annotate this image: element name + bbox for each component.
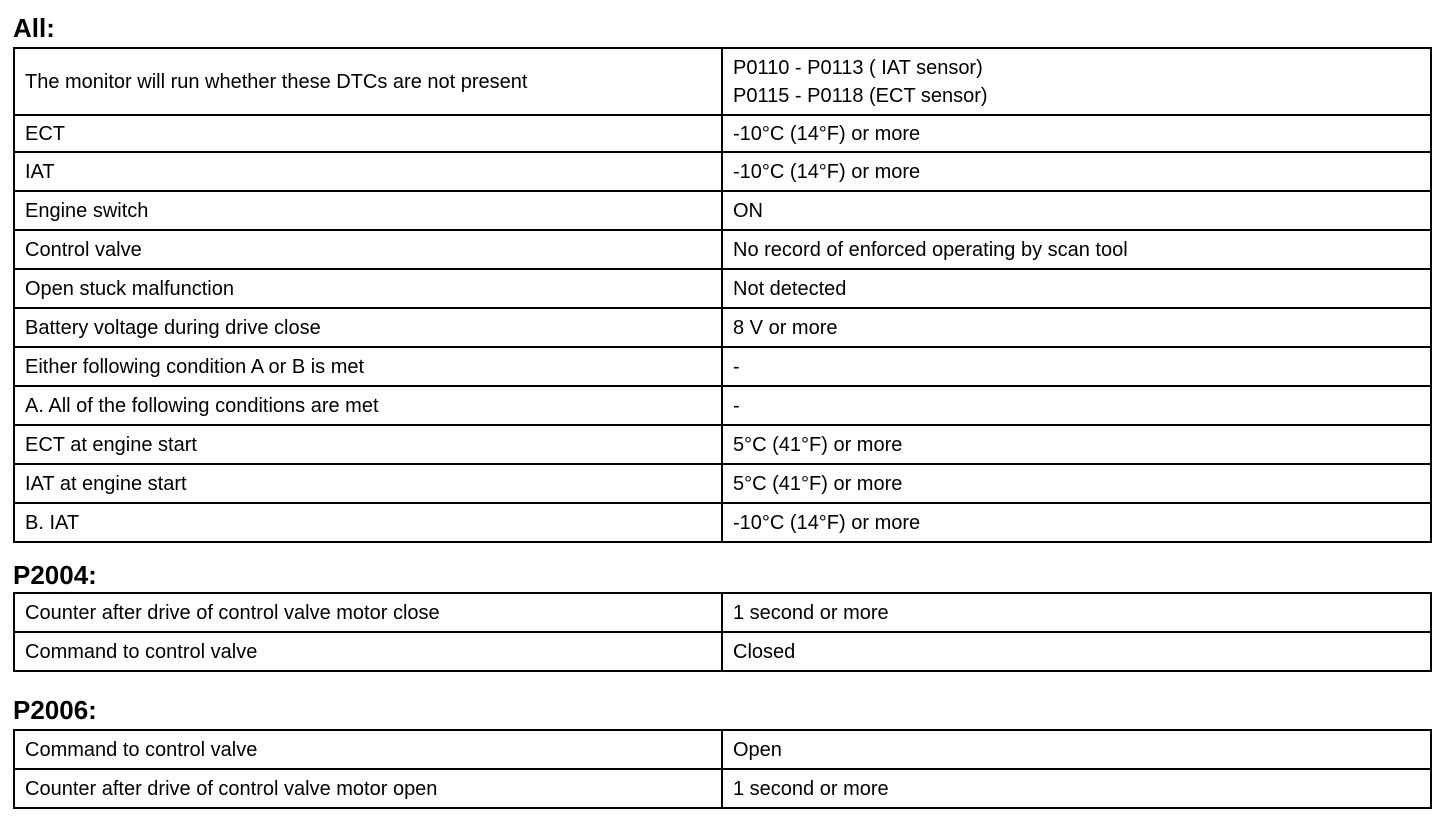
condition-item: IAT [14, 152, 722, 191]
condition-value: - [722, 347, 1431, 386]
conditions-table-all [13, 47, 1432, 543]
condition-item: Control valve [14, 230, 722, 269]
table-row [14, 503, 1431, 542]
condition-value: 5°C (41°F) or more [722, 464, 1431, 503]
section-title-all: All: [13, 13, 55, 43]
condition-item: Battery voltage during drive close [14, 308, 722, 347]
table-row [14, 425, 1431, 464]
table-row [14, 308, 1431, 347]
condition-value: 8 V or more [722, 308, 1431, 347]
condition-item: ECT at engine start [14, 425, 722, 464]
condition-item: Counter after drive of control valve motor open [14, 769, 722, 808]
table-row [14, 769, 1431, 808]
condition-value: Closed [722, 632, 1431, 671]
condition-item: The monitor will run whether these DTCs are not present [14, 48, 722, 115]
section-title-p2006: P2006: [13, 695, 97, 725]
condition-item: B. IAT [14, 503, 722, 542]
condition-item: Command to control valve [14, 730, 722, 769]
condition-value: -10°C (14°F) or more [722, 503, 1431, 542]
condition-value [722, 48, 1431, 115]
dtc-range-ect: P0115 - P0118 (ECT sensor) [733, 84, 988, 107]
section-title-p2004: P2004: [13, 560, 97, 590]
condition-value: 1 second or more [722, 593, 1431, 632]
condition-item: Command to control valve [14, 632, 722, 671]
table-row [14, 464, 1431, 503]
table-row [14, 48, 1431, 115]
condition-value: 5°C (41°F) or more [722, 425, 1431, 464]
dtc-range-iat: P0110 - P0113 ( IAT sensor) [733, 56, 983, 79]
condition-item: IAT at engine start [14, 464, 722, 503]
table-row [14, 632, 1431, 671]
table-row [14, 730, 1431, 769]
condition-value: No record of enforced operating by scan tool [722, 230, 1431, 269]
condition-value: Open [722, 730, 1431, 769]
condition-item: Counter after drive of control valve motor close [14, 593, 722, 632]
table-row [14, 347, 1431, 386]
condition-value: ON [722, 191, 1431, 230]
table-row [14, 191, 1431, 230]
condition-value: -10°C (14°F) or more [722, 115, 1431, 152]
condition-item: Engine switch [14, 191, 722, 230]
condition-item: A. All of the following conditions are met [14, 386, 722, 425]
condition-value: Not detected [722, 269, 1431, 308]
condition-value: -10°C (14°F) or more [722, 152, 1431, 191]
table-row [14, 152, 1431, 191]
condition-value: - [722, 386, 1431, 425]
table-row [14, 269, 1431, 308]
table-row [14, 230, 1431, 269]
table-row [14, 115, 1431, 152]
condition-item: ECT [14, 115, 722, 152]
condition-item: Either following condition A or B is met [14, 347, 722, 386]
table-row [14, 386, 1431, 425]
condition-value: 1 second or more [722, 769, 1431, 808]
conditions-table-p2006 [13, 729, 1432, 809]
conditions-table-p2004 [13, 592, 1432, 672]
condition-item: Open stuck malfunction [14, 269, 722, 308]
table-row [14, 593, 1431, 632]
